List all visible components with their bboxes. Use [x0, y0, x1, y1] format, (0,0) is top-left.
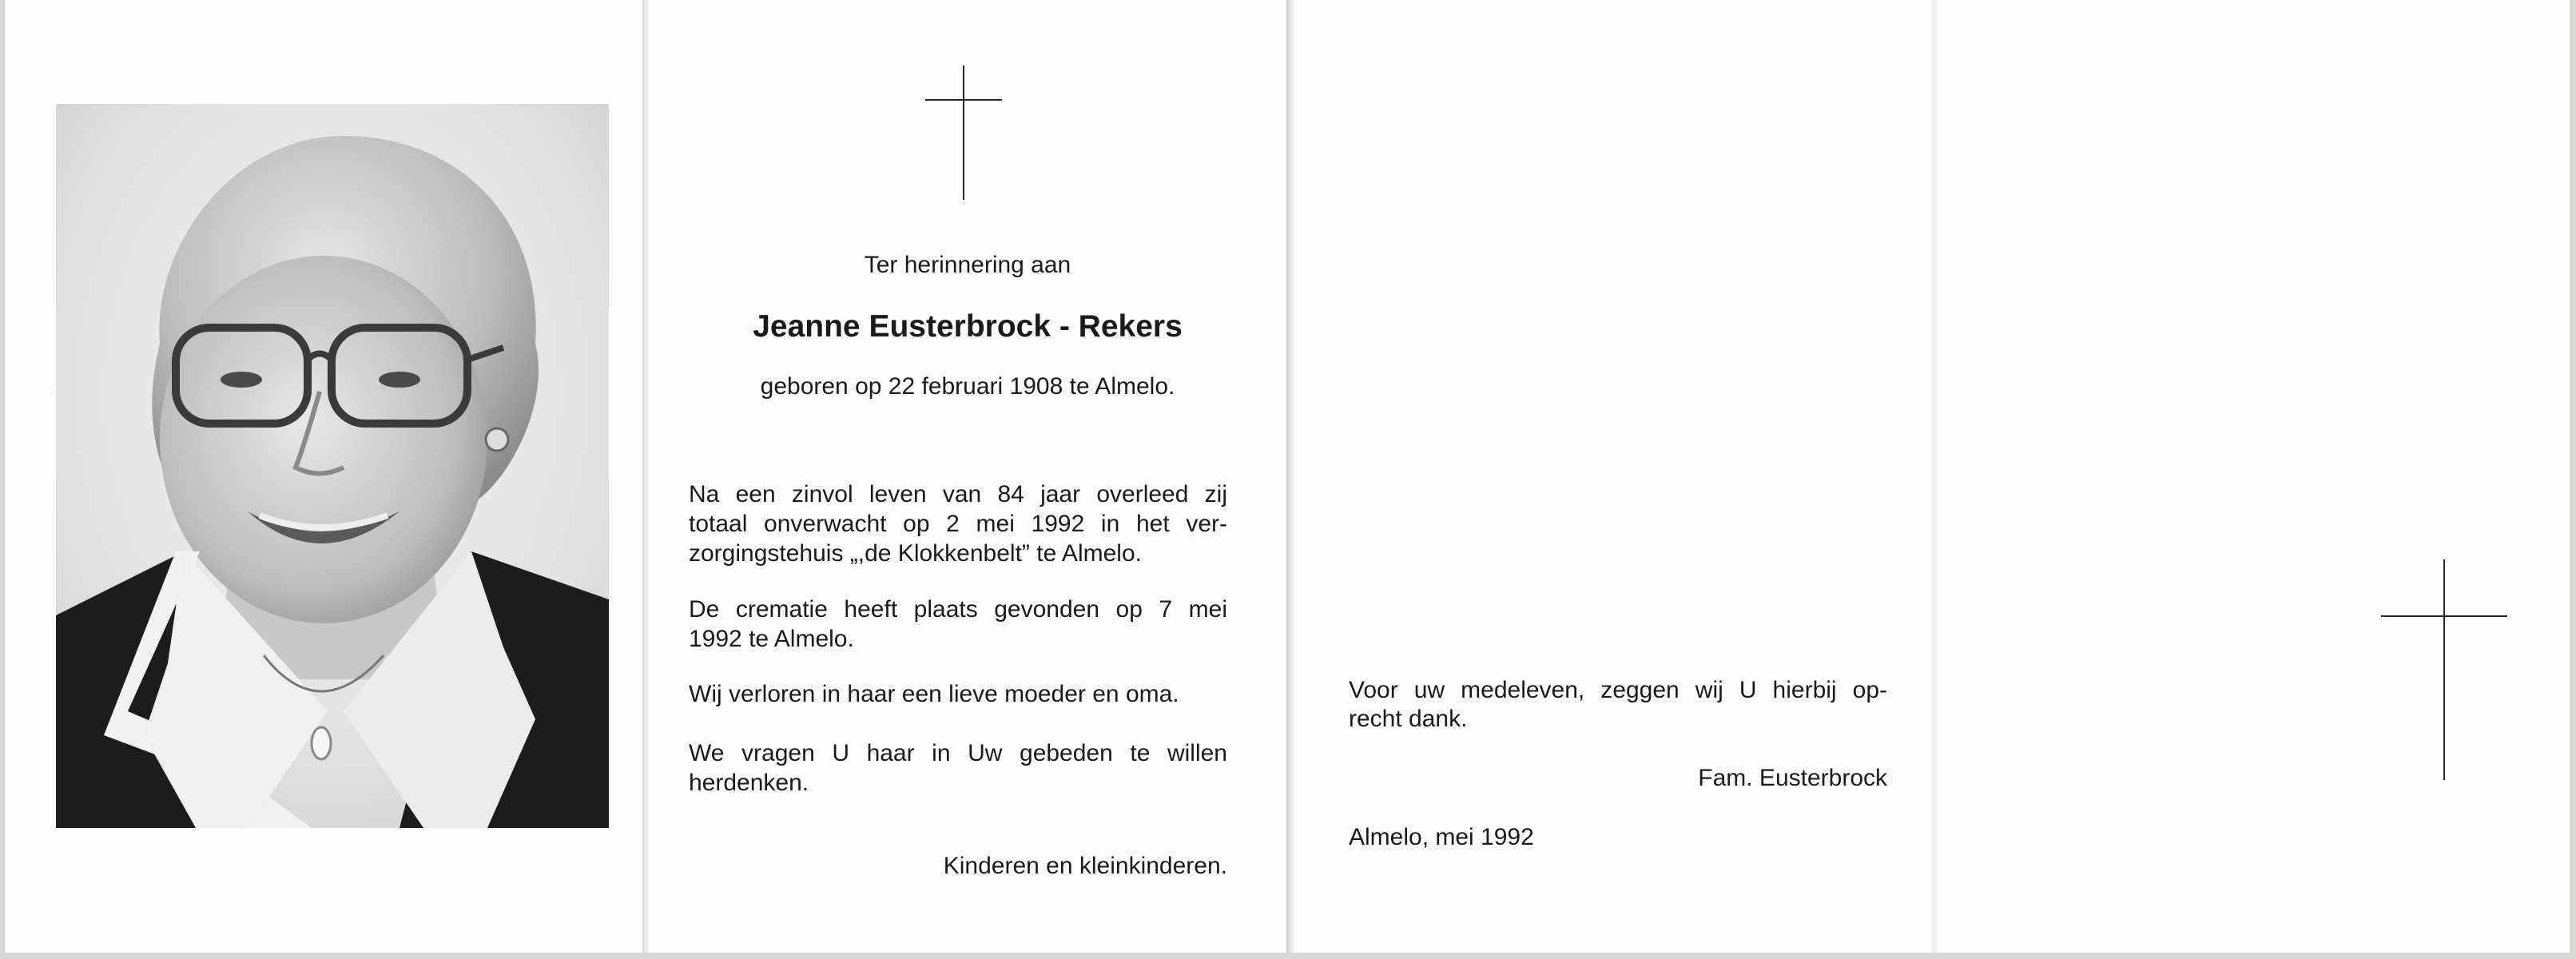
portrait-panel — [5, 0, 642, 953]
paragraph-death-notice — [689, 480, 1227, 568]
portrait-photo — [56, 104, 609, 828]
paragraph-line: zorgingstehuis „,de Klokkenbelt” te Almelo. — [689, 540, 1142, 567]
dateline: Almelo, mei 1992 — [1349, 824, 1534, 850]
card-gap — [1286, 0, 1294, 953]
paragraph-line: Na een zinvol leven van 84 jaar overleed zij — [689, 481, 1227, 507]
paragraph-prayer — [689, 738, 1227, 798]
deceased-name: Jeanne Eusterbrock - Rekers — [753, 309, 1183, 344]
paragraph-line: De crematie heeft plaats gevonden op 7 mei — [689, 596, 1227, 623]
paragraph-loss — [689, 679, 1227, 709]
intro-text: Ter herinnering aan — [864, 252, 1071, 278]
back-panel — [1937, 0, 2570, 953]
thanks-line: Voor uw medeleven, zeggen wij U hierbij op- — [1349, 677, 1887, 703]
thanks-panel — [1294, 0, 1932, 953]
paragraph-line: Wij verloren in haar een lieve moeder en oma. — [689, 681, 1179, 707]
signoff-text: Kinderen en kleinkinderen. — [943, 853, 1227, 879]
family-signature: Fam. Eusterbrock — [1698, 765, 1887, 791]
paragraph-cremation — [689, 595, 1227, 654]
paragraph-line: totaal onverwacht op 2 mei 1992 in het ver- — [689, 511, 1227, 537]
cross-icon — [2381, 559, 2507, 780]
cross-icon — [925, 66, 1002, 200]
paragraph-line: 1992 te Almelo. — [689, 626, 854, 652]
paragraph-line: We vragen U haar in Uw gebeden te willen — [689, 740, 1227, 766]
thanks-line: recht dank. — [1349, 706, 1468, 732]
paragraph-line: herdenken. — [689, 770, 809, 796]
thanks-text — [1349, 676, 1887, 734]
birth-line: geboren op 22 februari 1908 te Almelo. — [760, 373, 1175, 400]
obituary-panel — [649, 0, 1286, 953]
